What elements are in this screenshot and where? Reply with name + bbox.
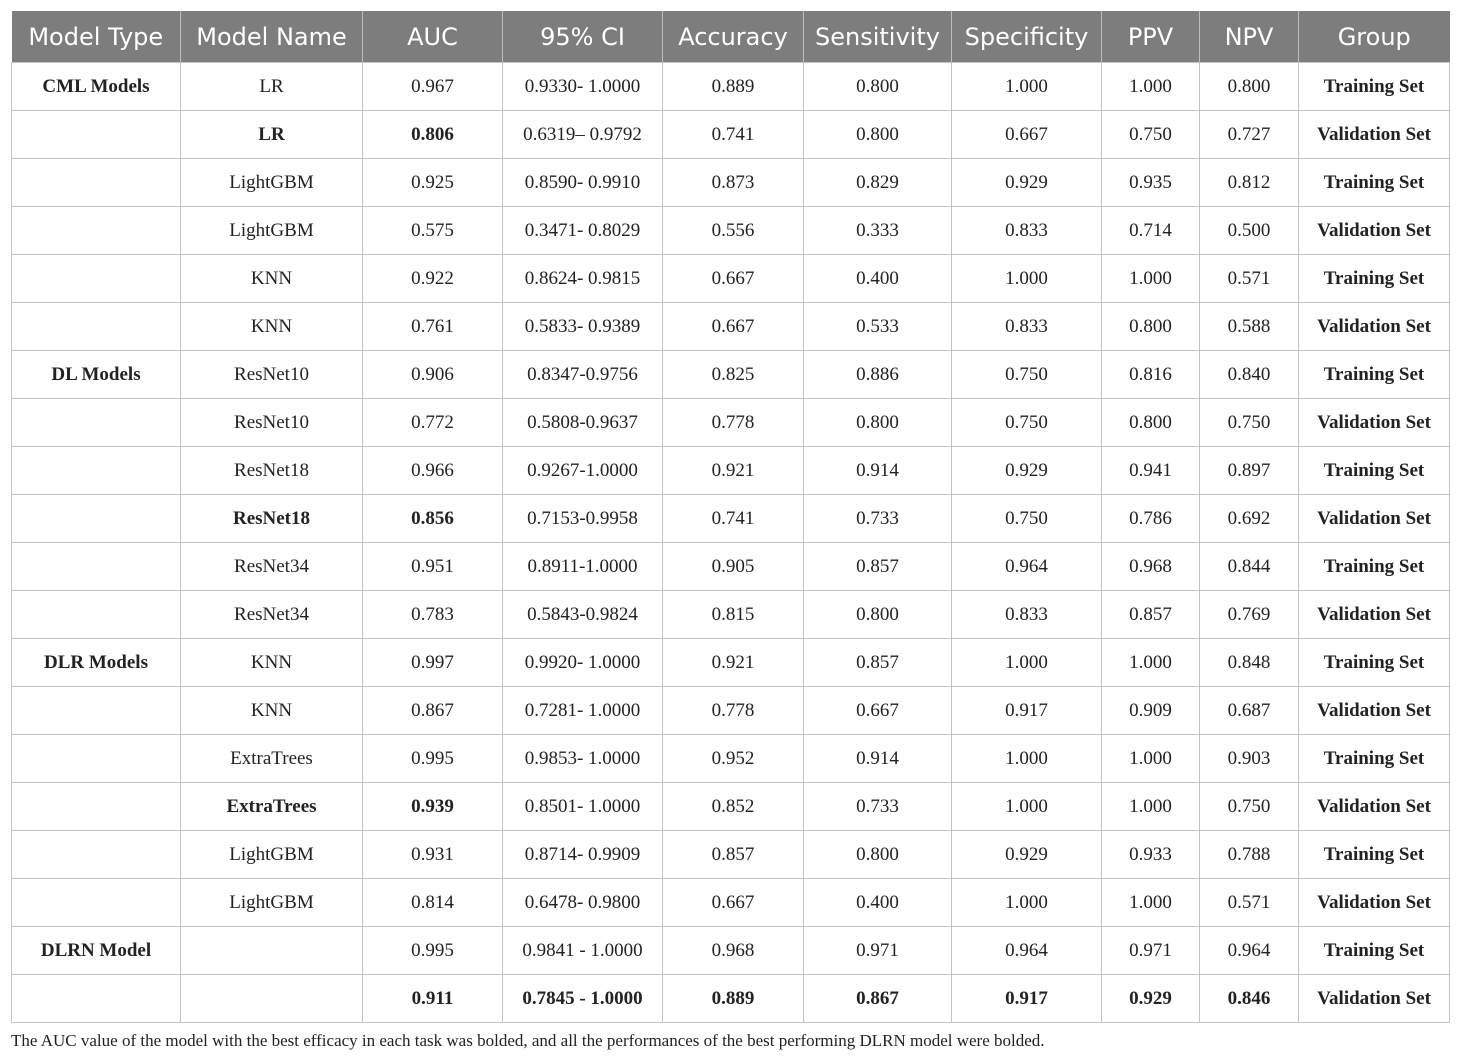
model-type-cell: DLRN Model <box>12 927 181 975</box>
specificity-cell: 0.917 <box>952 975 1102 1023</box>
ci-cell: 0.8347-0.9756 <box>503 351 663 399</box>
model-type-cell <box>12 447 181 495</box>
ci-cell: 0.6478- 0.9800 <box>503 879 663 927</box>
ci-cell: 0.5833- 0.9389 <box>503 303 663 351</box>
npv-cell: 0.571 <box>1200 879 1299 927</box>
col-header-ppv: PPV <box>1102 11 1200 63</box>
ppv-cell: 1.000 <box>1102 63 1200 111</box>
specificity-cell: 0.964 <box>952 927 1102 975</box>
table-row <box>12 351 1450 399</box>
col-header-group: Group <box>1299 11 1450 63</box>
ppv-cell: 0.857 <box>1102 591 1200 639</box>
accuracy-cell: 0.741 <box>663 111 804 159</box>
auc-cell: 0.922 <box>363 255 503 303</box>
auc-cell: 0.783 <box>363 591 503 639</box>
group-cell: Training Set <box>1299 159 1450 207</box>
accuracy-cell: 0.778 <box>663 399 804 447</box>
auc-cell: 0.772 <box>363 399 503 447</box>
npv-cell: 0.500 <box>1200 207 1299 255</box>
ppv-cell: 0.816 <box>1102 351 1200 399</box>
table-row <box>12 255 1450 303</box>
accuracy-cell: 0.889 <box>663 975 804 1023</box>
group-cell: Validation Set <box>1299 591 1450 639</box>
model-name-cell: KNN <box>181 687 363 735</box>
group-cell: Training Set <box>1299 63 1450 111</box>
group-cell: Training Set <box>1299 255 1450 303</box>
accuracy-cell: 0.825 <box>663 351 804 399</box>
npv-cell: 0.571 <box>1200 255 1299 303</box>
model-name-cell: ResNet10 <box>181 351 363 399</box>
ppv-cell: 0.971 <box>1102 927 1200 975</box>
group-cell: Training Set <box>1299 543 1450 591</box>
sensitivity-cell: 0.733 <box>804 495 952 543</box>
specificity-cell: 1.000 <box>952 255 1102 303</box>
accuracy-cell: 0.741 <box>663 495 804 543</box>
table-row <box>12 831 1450 879</box>
auc-cell: 0.966 <box>363 447 503 495</box>
model-name-cell: KNN <box>181 303 363 351</box>
specificity-cell: 1.000 <box>952 879 1102 927</box>
col-header-npv: NPV <box>1200 11 1299 63</box>
model-type-cell <box>12 975 181 1023</box>
model-type-cell <box>12 399 181 447</box>
sensitivity-cell: 0.971 <box>804 927 952 975</box>
accuracy-cell: 0.667 <box>663 879 804 927</box>
model-type-cell <box>12 831 181 879</box>
ppv-cell: 1.000 <box>1102 879 1200 927</box>
table-row <box>12 399 1450 447</box>
group-cell: Validation Set <box>1299 111 1450 159</box>
table-row <box>12 111 1450 159</box>
sensitivity-cell: 0.800 <box>804 831 952 879</box>
model-type-cell <box>12 543 181 591</box>
sensitivity-cell: 0.857 <box>804 543 952 591</box>
model-name-cell <box>181 927 363 975</box>
model-name-cell: KNN <box>181 639 363 687</box>
ci-cell: 0.9920- 1.0000 <box>503 639 663 687</box>
auc-cell: 0.867 <box>363 687 503 735</box>
model-name-cell: ResNet18 <box>181 447 363 495</box>
ppv-cell: 1.000 <box>1102 639 1200 687</box>
group-cell: Validation Set <box>1299 399 1450 447</box>
ci-cell: 0.8911-1.0000 <box>503 543 663 591</box>
model-name-cell: ResNet18 <box>181 495 363 543</box>
accuracy-cell: 0.889 <box>663 63 804 111</box>
sensitivity-cell: 0.914 <box>804 735 952 783</box>
ppv-cell: 0.935 <box>1102 159 1200 207</box>
ci-cell: 0.5808-0.9637 <box>503 399 663 447</box>
ppv-cell: 0.714 <box>1102 207 1200 255</box>
npv-cell: 0.788 <box>1200 831 1299 879</box>
sensitivity-cell: 0.886 <box>804 351 952 399</box>
specificity-cell: 0.667 <box>952 111 1102 159</box>
group-cell: Validation Set <box>1299 879 1450 927</box>
col-header-ci: 95% CI <box>503 11 663 63</box>
model-type-cell: CML Models <box>12 63 181 111</box>
npv-cell: 0.848 <box>1200 639 1299 687</box>
specificity-cell: 0.750 <box>952 495 1102 543</box>
specificity-cell: 0.929 <box>952 447 1102 495</box>
model-type-cell <box>12 207 181 255</box>
ci-cell: 0.7281- 1.0000 <box>503 687 663 735</box>
auc-cell: 0.967 <box>363 63 503 111</box>
npv-cell: 0.800 <box>1200 63 1299 111</box>
specificity-cell: 0.750 <box>952 351 1102 399</box>
sensitivity-cell: 0.800 <box>804 63 952 111</box>
accuracy-cell: 0.921 <box>663 639 804 687</box>
ci-cell: 0.7153-0.9958 <box>503 495 663 543</box>
model-type-cell <box>12 591 181 639</box>
table-row <box>12 639 1450 687</box>
ppv-cell: 0.968 <box>1102 543 1200 591</box>
sensitivity-cell: 0.829 <box>804 159 952 207</box>
ci-cell: 0.8501- 1.0000 <box>503 783 663 831</box>
col-header-auc: AUC <box>363 11 503 63</box>
specificity-cell: 1.000 <box>952 63 1102 111</box>
model-name-cell: LightGBM <box>181 831 363 879</box>
ci-cell: 0.9853- 1.0000 <box>503 735 663 783</box>
auc-cell: 0.995 <box>363 735 503 783</box>
npv-cell: 0.588 <box>1200 303 1299 351</box>
ci-cell: 0.8714- 0.9909 <box>503 831 663 879</box>
table-row <box>12 975 1450 1023</box>
group-cell: Training Set <box>1299 351 1450 399</box>
model-name-cell: KNN <box>181 255 363 303</box>
specificity-cell: 0.833 <box>952 591 1102 639</box>
model-type-cell: DLR Models <box>12 639 181 687</box>
model-name-cell: ResNet34 <box>181 543 363 591</box>
model-type-cell <box>12 495 181 543</box>
col-header-sensitivity: Sensitivity <box>804 11 952 63</box>
auc-cell: 0.761 <box>363 303 503 351</box>
table-row <box>12 687 1450 735</box>
ppv-cell: 0.933 <box>1102 831 1200 879</box>
npv-cell: 0.844 <box>1200 543 1299 591</box>
group-cell: Validation Set <box>1299 495 1450 543</box>
table-row <box>12 303 1450 351</box>
specificity-cell: 0.929 <box>952 159 1102 207</box>
model-type-cell <box>12 687 181 735</box>
accuracy-cell: 0.667 <box>663 255 804 303</box>
ppv-cell: 0.800 <box>1102 399 1200 447</box>
accuracy-cell: 0.778 <box>663 687 804 735</box>
group-cell: Training Set <box>1299 927 1450 975</box>
col-header-specificity: Specificity <box>952 11 1102 63</box>
header-row <box>12 11 1450 63</box>
table-row <box>12 159 1450 207</box>
sensitivity-cell: 0.667 <box>804 687 952 735</box>
auc-cell: 0.931 <box>363 831 503 879</box>
auc-cell: 0.856 <box>363 495 503 543</box>
group-cell: Training Set <box>1299 735 1450 783</box>
table-row <box>12 927 1450 975</box>
table-row <box>12 783 1450 831</box>
model-type-cell <box>12 303 181 351</box>
npv-cell: 0.687 <box>1200 687 1299 735</box>
accuracy-cell: 0.952 <box>663 735 804 783</box>
ppv-cell: 1.000 <box>1102 783 1200 831</box>
table-row <box>12 735 1450 783</box>
accuracy-cell: 0.873 <box>663 159 804 207</box>
auc-cell: 0.997 <box>363 639 503 687</box>
ppv-cell: 1.000 <box>1102 735 1200 783</box>
npv-cell: 0.840 <box>1200 351 1299 399</box>
col-header-accuracy: Accuracy <box>663 11 804 63</box>
group-cell: Validation Set <box>1299 303 1450 351</box>
sensitivity-cell: 0.800 <box>804 399 952 447</box>
specificity-cell: 1.000 <box>952 735 1102 783</box>
ppv-cell: 0.909 <box>1102 687 1200 735</box>
auc-cell: 0.925 <box>363 159 503 207</box>
group-cell: Validation Set <box>1299 975 1450 1023</box>
table-body <box>12 63 1450 1023</box>
model-type-cell <box>12 159 181 207</box>
group-cell: Validation Set <box>1299 783 1450 831</box>
npv-cell: 0.769 <box>1200 591 1299 639</box>
accuracy-cell: 0.968 <box>663 927 804 975</box>
npv-cell: 0.964 <box>1200 927 1299 975</box>
ppv-cell: 0.786 <box>1102 495 1200 543</box>
specificity-cell: 0.917 <box>952 687 1102 735</box>
table-row <box>12 591 1450 639</box>
ppv-cell: 0.800 <box>1102 303 1200 351</box>
sensitivity-cell: 0.733 <box>804 783 952 831</box>
auc-cell: 0.906 <box>363 351 503 399</box>
table-row <box>12 447 1450 495</box>
table-row <box>12 207 1450 255</box>
table-row <box>12 63 1450 111</box>
group-cell: Validation Set <box>1299 207 1450 255</box>
ppv-cell: 0.750 <box>1102 111 1200 159</box>
auc-cell: 0.995 <box>363 927 503 975</box>
sensitivity-cell: 0.867 <box>804 975 952 1023</box>
ppv-cell: 0.941 <box>1102 447 1200 495</box>
sensitivity-cell: 0.800 <box>804 591 952 639</box>
table-container <box>11 11 1449 1023</box>
model-name-cell: LightGBM <box>181 879 363 927</box>
auc-cell: 0.911 <box>363 975 503 1023</box>
auc-cell: 0.951 <box>363 543 503 591</box>
npv-cell: 0.692 <box>1200 495 1299 543</box>
accuracy-cell: 0.857 <box>663 831 804 879</box>
npv-cell: 0.897 <box>1200 447 1299 495</box>
model-name-cell: ResNet34 <box>181 591 363 639</box>
model-name-cell: LightGBM <box>181 159 363 207</box>
specificity-cell: 0.929 <box>952 831 1102 879</box>
ci-cell: 0.8590- 0.9910 <box>503 159 663 207</box>
npv-cell: 0.903 <box>1200 735 1299 783</box>
specificity-cell: 1.000 <box>952 639 1102 687</box>
sensitivity-cell: 0.400 <box>804 879 952 927</box>
group-cell: Training Set <box>1299 639 1450 687</box>
auc-cell: 0.814 <box>363 879 503 927</box>
ci-cell: 0.5843-0.9824 <box>503 591 663 639</box>
accuracy-cell: 0.852 <box>663 783 804 831</box>
model-type-cell <box>12 879 181 927</box>
model-name-cell: LR <box>181 63 363 111</box>
sensitivity-cell: 0.800 <box>804 111 952 159</box>
accuracy-cell: 0.667 <box>663 303 804 351</box>
specificity-cell: 0.833 <box>952 207 1102 255</box>
accuracy-cell: 0.921 <box>663 447 804 495</box>
sensitivity-cell: 0.333 <box>804 207 952 255</box>
group-cell: Training Set <box>1299 447 1450 495</box>
specificity-cell: 0.750 <box>952 399 1102 447</box>
model-type-cell <box>12 783 181 831</box>
accuracy-cell: 0.815 <box>663 591 804 639</box>
table-footnote: The AUC value of the model with the best efficacy in each task was bolded, and all the performances of the best performing DLRN model were bolded. <box>11 1031 1045 1050</box>
npv-cell: 0.750 <box>1200 783 1299 831</box>
ci-cell: 0.6319– 0.9792 <box>503 111 663 159</box>
ci-cell: 0.9841 - 1.0000 <box>503 927 663 975</box>
auc-cell: 0.806 <box>363 111 503 159</box>
group-cell: Validation Set <box>1299 687 1450 735</box>
ci-cell: 0.9267-1.0000 <box>503 447 663 495</box>
accuracy-cell: 0.905 <box>663 543 804 591</box>
model-name-cell: ExtraTrees <box>181 783 363 831</box>
table-row <box>12 879 1450 927</box>
sensitivity-cell: 0.857 <box>804 639 952 687</box>
model-name-cell: ResNet10 <box>181 399 363 447</box>
npv-cell: 0.846 <box>1200 975 1299 1023</box>
model-type-cell <box>12 255 181 303</box>
model-type-cell <box>12 735 181 783</box>
group-cell: Training Set <box>1299 831 1450 879</box>
accuracy-cell: 0.556 <box>663 207 804 255</box>
auc-cell: 0.575 <box>363 207 503 255</box>
model-performance-table <box>11 11 1450 1023</box>
sensitivity-cell: 0.400 <box>804 255 952 303</box>
ci-cell: 0.3471- 0.8029 <box>503 207 663 255</box>
ppv-cell: 0.929 <box>1102 975 1200 1023</box>
npv-cell: 0.750 <box>1200 399 1299 447</box>
col-header-model-type: Model Type <box>12 11 181 63</box>
npv-cell: 0.727 <box>1200 111 1299 159</box>
npv-cell: 0.812 <box>1200 159 1299 207</box>
specificity-cell: 0.964 <box>952 543 1102 591</box>
table-row <box>12 495 1450 543</box>
model-type-cell <box>12 111 181 159</box>
specificity-cell: 0.833 <box>952 303 1102 351</box>
model-name-cell: ExtraTrees <box>181 735 363 783</box>
model-name-cell: LightGBM <box>181 207 363 255</box>
model-type-cell: DL Models <box>12 351 181 399</box>
auc-cell: 0.939 <box>363 783 503 831</box>
ci-cell: 0.8624- 0.9815 <box>503 255 663 303</box>
ppv-cell: 1.000 <box>1102 255 1200 303</box>
specificity-cell: 1.000 <box>952 783 1102 831</box>
model-name-cell <box>181 975 363 1023</box>
model-name-cell: LR <box>181 111 363 159</box>
ci-cell: 0.9330- 1.0000 <box>503 63 663 111</box>
table-row <box>12 543 1450 591</box>
sensitivity-cell: 0.533 <box>804 303 952 351</box>
col-header-model-name: Model Name <box>181 11 363 63</box>
ci-cell: 0.7845 - 1.0000 <box>503 975 663 1023</box>
sensitivity-cell: 0.914 <box>804 447 952 495</box>
